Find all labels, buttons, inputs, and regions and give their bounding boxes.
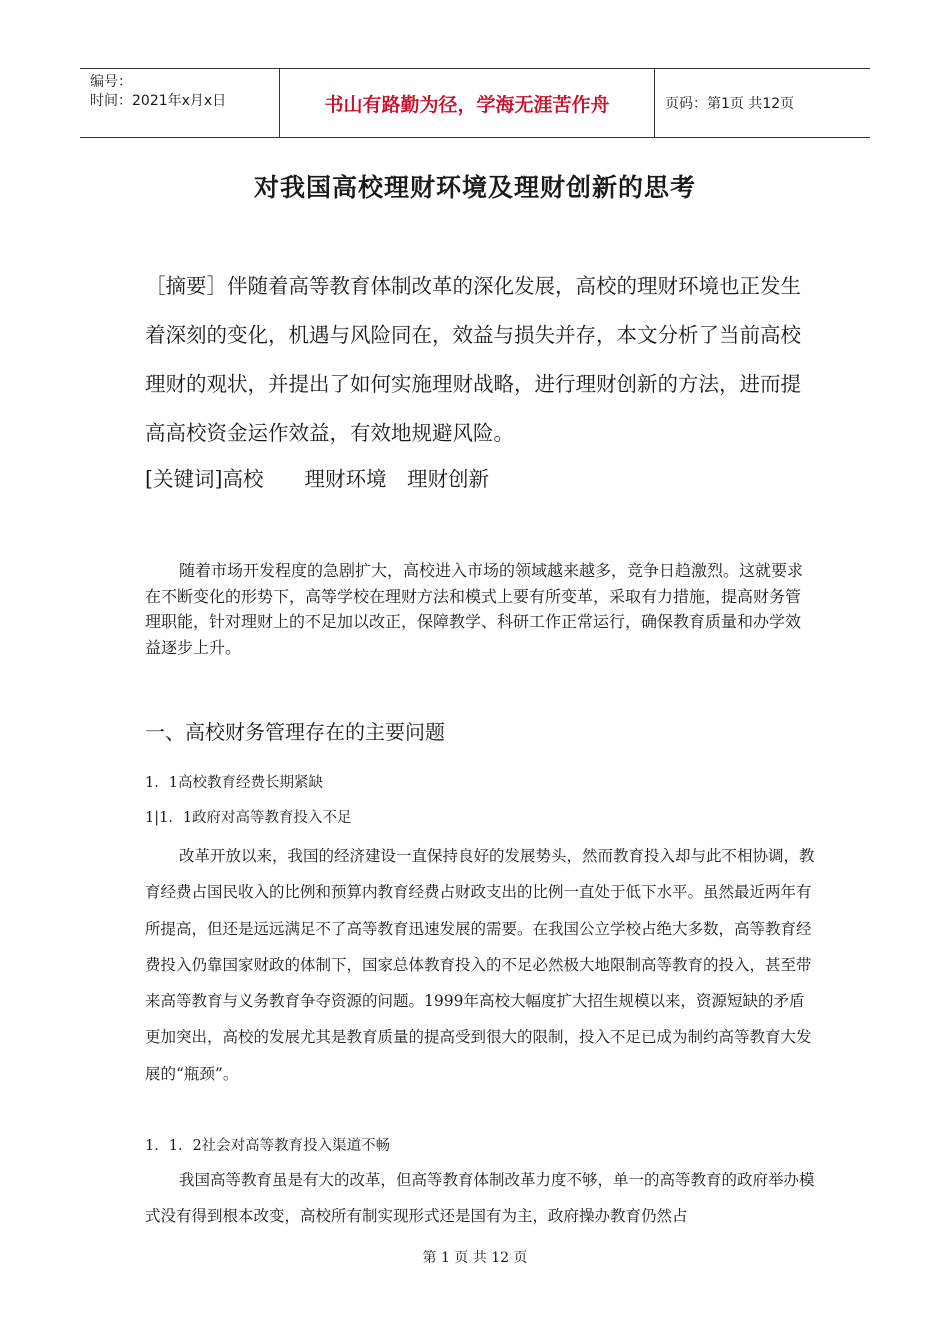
header-meta xyxy=(80,69,280,137)
header-page-info: 页码：第1页 共12页 xyxy=(665,96,795,112)
page-footer: 第 1 页 共 12 页 xyxy=(422,1250,528,1266)
intro-paragraph: 随着市场开发程度的急剧扩大，高校进入市场的领域越来越多，竞争日趋激烈。这就要求在不断变化的形势下，高等学校在理财方法和模式上要有所变革，采取有力措施，提高财务管理职能，针对理财上的不足加以改正，保障教学、科研工作正常运行，确保教育质量和办学效益逐步上升。 xyxy=(145,561,804,657)
document-title: 对我国高校理财环境及理财创新的思考 xyxy=(253,173,696,202)
document-date-label: 时间：2021年x月x日 xyxy=(90,93,227,109)
subsection-heading: 1．1高校教育经费长期紧缺 xyxy=(145,775,323,791)
page-header xyxy=(80,68,870,138)
abstract-text: ［摘要］伴随着高等教育体制改革的深化发展，高校的理财环境也正发生着深刻的变化，机遇与风险同在，效益与损失并存，本文分析了当前高校理财的观状，并提出了如何实施理财战略，进行理财创新的方法，进而提高高校资金运作效益，有效地规避风险。 xyxy=(145,274,801,445)
subsubsection-heading: 1．1．2社会对高等教育投入渠道不畅 xyxy=(145,1138,391,1154)
body-paragraph: 改革开放以来，我国的经济建设一直保持良好的发展势头，然而教育投入却与此不相协调，教育经费占国民收入的比例和预算内教育经费占财政支出的比例一直处于低下水平。虽然最近两年有所提高，但还是远远满足不了高等教育迅速发展的需要。在我国公立学校占绝大多数，高等教育经费投入仍靠国家财政的体制下，国家总体教育投入的不足必然极大地限制高等教育的投入，甚至带来高等教育与义务教育争夺资源的问题。1999年高校大幅度扩大招生规模以来，资源短缺的矛盾更加突出，高校的发展尤其是教育质量的提高受到很大的限制，投入不足已成为制约高等教育大发展的“瓶颈”。 xyxy=(145,847,815,1083)
section-heading: 一、高校财务管理存在的主要问题 xyxy=(145,720,445,744)
abstract xyxy=(145,262,815,458)
subsubsection-heading: 1|1．1政府对高等教育投入不足 xyxy=(145,810,352,826)
header-motto: 书山有路勤为径，学海无涯苦作舟 xyxy=(280,69,655,137)
body-paragraph: 我国高等教育虽是有大的改革，但高等教育体制改革力度不够，单一的高等教育的政府举办模式没有得到根本改变，高校所有制实现形式还是国有为主，政府操办教育仍然占 xyxy=(145,1171,815,1225)
document-number-label: 编号： xyxy=(90,74,132,90)
keywords: [关键词]高校 理财环境 理财创新 xyxy=(145,467,489,491)
